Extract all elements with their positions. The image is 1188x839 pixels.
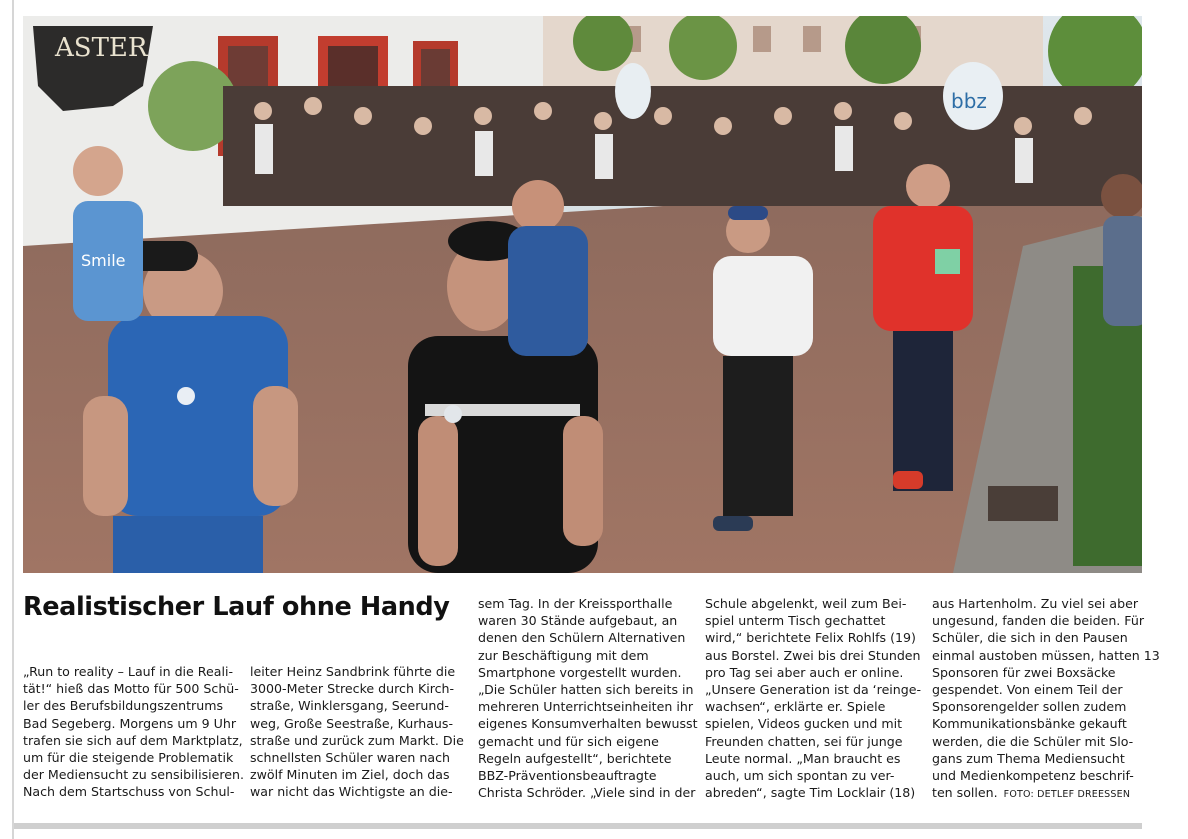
banner-text: bbz bbox=[951, 89, 987, 113]
text-column-2 bbox=[250, 663, 464, 801]
umbrella-sign: ASTER bbox=[55, 33, 148, 63]
text-line: spiel unterm Tisch gechattet bbox=[705, 613, 886, 629]
text-line: Sponsorengelder sollen zudem bbox=[932, 699, 1127, 715]
text-line: zur Beschäftigung mit dem bbox=[478, 647, 649, 663]
text-line: trafen sie sich auf dem Marktplatz, bbox=[23, 732, 243, 748]
text-line: um für die steigende Problematik bbox=[23, 750, 234, 766]
text-line: pro Tag sei aber auch er online. bbox=[705, 664, 904, 680]
text-line: Smartphone vorgestellt wurden. bbox=[478, 664, 682, 680]
text-line: weg, Große Seestraße, Kurhaus- bbox=[250, 715, 454, 731]
text-column-5 bbox=[932, 595, 1160, 803]
text-line: denen den Schülern Alternativen bbox=[478, 630, 686, 646]
text-line: tät!“ hieß das Motto für 500 Schü- bbox=[23, 681, 239, 697]
photo-credit: FOTO: DETLEF DREESSEN bbox=[1003, 789, 1131, 801]
text-line: straße und zurück zum Markt. Die bbox=[250, 732, 464, 748]
shirt-text: Smile bbox=[81, 251, 126, 270]
text-line: Regeln aufgestellt“, berichtete bbox=[478, 750, 672, 766]
text-line: eigenes Konsumverhalten bewusst bbox=[478, 716, 698, 732]
text-line: und Medienkompetenz beschrif- bbox=[932, 768, 1134, 784]
crowd bbox=[223, 86, 1142, 206]
text-line: Schüler, die sich in den Pausen bbox=[932, 630, 1128, 646]
text-line: gans zum Thema Mediensucht bbox=[932, 750, 1125, 766]
text-line: wachsen“, erklärte er. Spiele bbox=[705, 699, 886, 715]
text-line: „Die Schüler hatten sich bereits in bbox=[478, 682, 694, 698]
banner-flag bbox=[615, 63, 651, 119]
text-line: Schule abgelenkt, weil zum Bei- bbox=[705, 596, 907, 611]
text-line: Freunden chatten, sei für junge bbox=[705, 733, 903, 749]
spectator-right bbox=[1101, 174, 1142, 326]
text-line: Christa Schröder. „Viele sind in der bbox=[478, 785, 696, 801]
text-line: BBZ-Präventionsbeauftragte bbox=[478, 768, 657, 784]
text-line: schnellsten Schüler waren nach bbox=[250, 750, 450, 766]
text-line: wird,“ berichtete Felix Rohlfs (19) bbox=[705, 630, 916, 646]
text-line: aus Hartenholm. Zu viel sei aber bbox=[932, 596, 1139, 611]
text-line: Nach dem Startschuss von Schul- bbox=[23, 784, 235, 800]
text-line: 3000-Meter Strecke durch Kirch- bbox=[250, 681, 455, 697]
article-photo bbox=[23, 16, 1142, 573]
text-column-3 bbox=[478, 595, 698, 801]
text-line: der Mediensucht zu sensibilisieren. bbox=[23, 767, 245, 783]
text-line: „Unsere Generation ist da ‘reinge- bbox=[705, 682, 922, 698]
text-line: Sponsoren für zwei Boxsäcke bbox=[932, 664, 1116, 680]
text-line: waren 30 Stände aufgebaut, an bbox=[478, 613, 678, 629]
text-line: Leute normal. „Man braucht es bbox=[705, 750, 901, 766]
text-line: mehreren Unterrichtseinheiten ihr bbox=[478, 699, 693, 715]
text-line: „Run to reality – Lauf in die Reali- bbox=[23, 664, 234, 679]
text-line-with-credit bbox=[932, 784, 1152, 803]
text-line: Kommunikationsbänke gekauft bbox=[932, 716, 1127, 732]
text-line: zwölf Minuten im Ziel, doch das bbox=[250, 767, 450, 783]
text-line: Bad Segeberg. Morgens um 9 Uhr bbox=[23, 715, 236, 731]
left-margin-rule bbox=[12, 0, 14, 839]
text-line: sem Tag. In der Kreissporthalle bbox=[478, 596, 673, 611]
text-column-4 bbox=[705, 595, 920, 801]
text-line: einmal austoben müssen, hatten 13 bbox=[932, 647, 1160, 663]
text-line: abreden“, sagte Tim Locklair (18) bbox=[705, 785, 916, 801]
text-line: auch, um sich spontan zu ver- bbox=[705, 768, 895, 784]
text-line: leiter Heinz Sandbrink führte die bbox=[250, 664, 456, 679]
text-line: ler des Berufsbildungszentrums bbox=[23, 698, 224, 714]
text-line: war nicht das Wichtigste an die- bbox=[250, 784, 453, 800]
text-line: gemacht und für sich eigene bbox=[478, 733, 659, 749]
drain-grate bbox=[988, 486, 1058, 521]
text-column-1 bbox=[23, 663, 245, 801]
text-line: ungesund, fanden die beiden. Für bbox=[932, 613, 1145, 629]
text-line: aus Borstel. Zwei bis drei Stunden bbox=[705, 647, 921, 663]
text-line: ten sollen. bbox=[932, 785, 998, 801]
text-line: straße, Winklersgang, Seerund- bbox=[250, 698, 449, 714]
text-line: werden, die die Schüler mit Slo- bbox=[932, 733, 1134, 749]
article-headline: Realistischer Lauf ohne Handy bbox=[23, 592, 450, 622]
text-line: gespendet. Von einem Teil der bbox=[932, 682, 1123, 698]
bottom-rule bbox=[14, 823, 1142, 829]
text-line: spielen, Videos gucken und mit bbox=[705, 716, 903, 732]
